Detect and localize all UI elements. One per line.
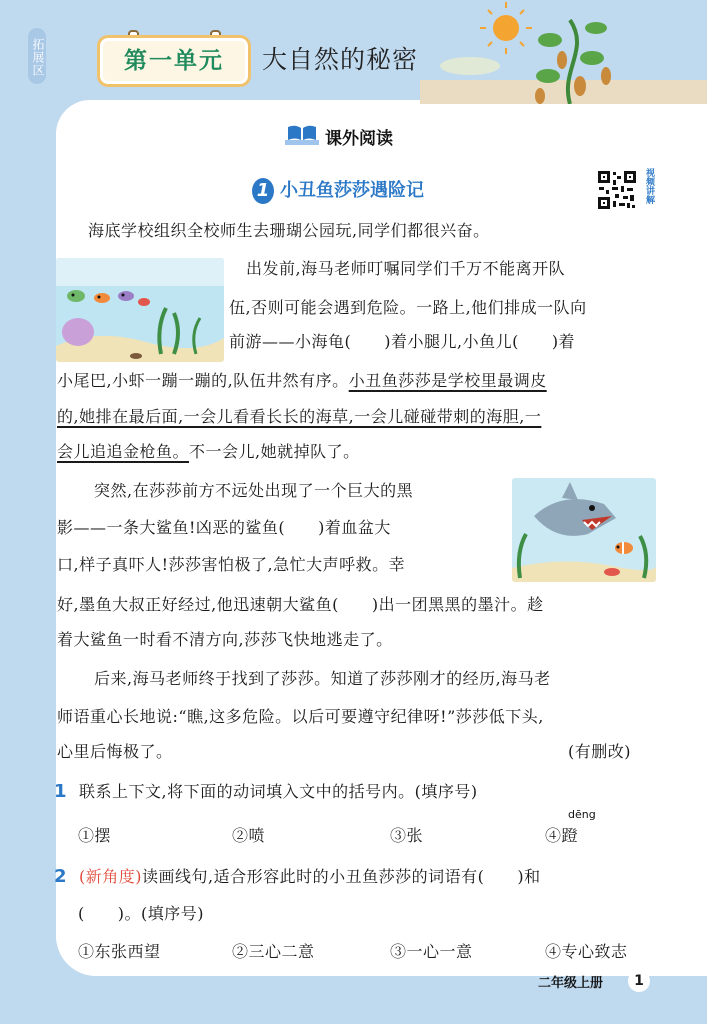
q2-option-2: ②三心二意 <box>232 942 315 961</box>
paragraph-3-line-4: 好,墨鱼大叔正好经过,他迅速朝大鲨鱼( )出一团黑黑的墨汁。趁 <box>57 595 544 614</box>
page-number: 1 <box>628 970 650 992</box>
shark-illustration <box>512 478 656 582</box>
header-illustration <box>420 0 707 104</box>
question-1-number: 1 <box>54 781 68 802</box>
underlined-sentence-end: 会儿追追金枪鱼。 <box>57 442 190 461</box>
qr-label: 视频讲解 <box>644 168 654 204</box>
section-title: 课外阅读 <box>325 129 393 149</box>
new-angle-tag: (新角度) <box>79 867 143 886</box>
paragraph-4-line-1: 后来,海马老师终于找到了莎莎。知道了莎莎刚才的经历,海马老 <box>94 669 551 688</box>
question-1-text: 联系上下文,将下面的动词填入文中的括号内。(填序号) <box>79 782 478 801</box>
question-2-text-line-2: ( )。(填序号) <box>78 904 204 923</box>
paragraph-2-line-6 <box>57 441 360 463</box>
story-title: 小丑鱼莎莎遇险记 <box>280 180 424 201</box>
q1-option-4: ④蹬 <box>545 826 579 845</box>
paragraph-2-line-4 <box>57 370 547 392</box>
paragraph-3-line-2: 影——一条大鲨鱼!凶恶的鲨鱼( )着血盆大 <box>57 518 391 537</box>
q1-option-3: ③张 <box>390 826 424 845</box>
question-2-text: 读画线句,适合形容此时的小丑鱼莎莎的词语有( )和 <box>142 867 541 886</box>
unit-label: 第一单元 <box>124 48 224 74</box>
cloud-icon <box>440 57 500 75</box>
grade-label: 二年级上册 <box>538 976 604 991</box>
source-note: (有删改) <box>568 742 631 761</box>
question-2-number: 2 <box>54 866 68 887</box>
question-1-row <box>54 781 478 803</box>
underwater-school-illustration <box>56 258 224 362</box>
paragraph-4-line-2: 师语重心长地说:“瞧,这多危险。以后可要遵守纪律呀!”莎莎低下头, <box>57 707 544 726</box>
paragraph-1: 海底学校组织全校师生去珊瑚公园玩,同学们都很兴奋。 <box>88 221 490 240</box>
unit-label-box <box>100 38 248 84</box>
q2-option-3: ③一心一意 <box>390 942 473 961</box>
paragraph-2-line-2: 伍,否则可能会遇到危险。一路上,他们排成一队向 <box>229 298 587 317</box>
q2-option-1: ①东张西望 <box>78 942 161 961</box>
underlined-sentence-start: 小丑鱼莎莎是学校里最调皮 <box>348 371 547 390</box>
q1-option-1: ①摆 <box>78 826 112 845</box>
paragraph-3-line-5: 着大鲨鱼一时看不清方向,莎莎飞快地逃走了。 <box>57 630 393 649</box>
paragraph-2-line-1: 出发前,海马老师叮嘱同学们千万不能离开队 <box>246 259 566 278</box>
underlined-sentence-middle: 的,她排在最后面,一会儿看看长长的海草,一会儿碰碰带刺的海胆,一 <box>57 407 542 426</box>
story-number: 1 <box>252 178 274 204</box>
paragraph-4-line-3: 心里后悔极了。 <box>57 742 173 761</box>
side-band <box>0 0 56 1024</box>
story-title-row <box>252 176 424 204</box>
unit-title: 大自然的秘密 <box>262 45 419 74</box>
q2-option-4: ④专心致志 <box>545 942 628 961</box>
ground <box>420 80 707 104</box>
paragraph-3-line-1: 突然,在莎莎前方不远处出现了一个巨大的黑 <box>94 481 414 500</box>
paragraph-2-line-6-text: 不一会儿,她就掉队了。 <box>189 442 360 461</box>
pinyin-annotation: dēng <box>568 808 596 821</box>
side-tab: 拓展区 <box>28 28 46 84</box>
paragraph-2-line-3: 前游——小海龟( )着小腿儿,小鱼儿( )着 <box>229 332 576 351</box>
qr-code-icon[interactable] <box>597 170 637 210</box>
question-2-row <box>54 866 541 888</box>
q1-option-2: ②喷 <box>232 826 266 845</box>
paragraph-2-line-4-text: 小尾巴,小虾一蹦一蹦的,队伍井然有序。 <box>57 371 349 390</box>
book-icon <box>285 124 319 146</box>
paragraph-3-line-3: 口,样子真吓人!莎莎害怕极了,急忙大声呼救。幸 <box>57 555 406 574</box>
sun-icon <box>493 15 519 41</box>
